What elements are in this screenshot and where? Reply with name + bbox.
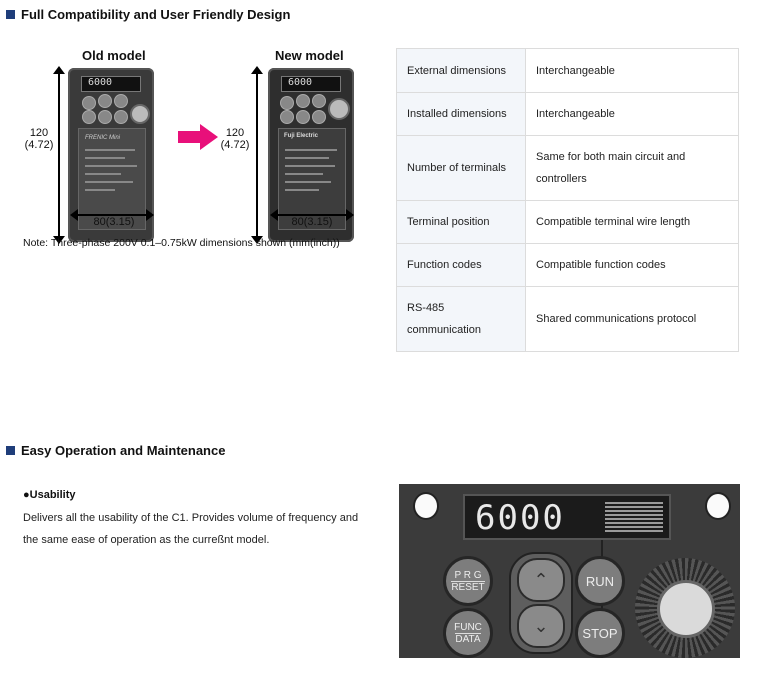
new-device-button (280, 110, 294, 124)
old-device-button (82, 96, 96, 110)
data-key-label: DATA (455, 633, 481, 645)
model-comparison-figure (20, 46, 370, 251)
stop-key-label: STOP (582, 625, 618, 641)
table-key-cell: Terminal position (397, 201, 526, 244)
old-width-dimension: 80(3.15) (93, 216, 135, 228)
old-device-display-value: 6000 (88, 77, 113, 88)
section-bullet-icon (6, 446, 15, 455)
old-device-knob (130, 104, 150, 124)
keypad-panel-image (399, 484, 740, 658)
new-device-button (312, 94, 326, 108)
table-key-cell: Installed dimensions (397, 93, 526, 136)
compatibility-table (396, 48, 739, 352)
new-device-button (312, 110, 326, 124)
section-bullet-icon (6, 10, 15, 19)
new-device-display (281, 76, 341, 92)
table-row (397, 136, 739, 201)
run-key (575, 556, 625, 606)
prg-reset-key (443, 556, 493, 606)
old-height-dimension-line (58, 68, 60, 242)
table-value-cell: Compatible function codes (526, 244, 739, 287)
table-key-cell: Function codes (397, 244, 526, 287)
func-data-key (443, 608, 493, 658)
table-value-cell: Same for both main circuit and controllers (526, 136, 739, 201)
table-key-cell: RS-485 communication (397, 287, 526, 352)
table-row (397, 49, 739, 93)
table-key-cell: External dimensions (397, 49, 526, 93)
frequency-dial-knob (635, 558, 735, 658)
new-device-button (280, 96, 294, 110)
old-device-button (98, 94, 112, 108)
usability-description: Delivers all the usability of the C1. Provides volume of frequency and the same ease of operation as the curreßnt model. (23, 512, 359, 546)
reset-key-label: RESET (451, 581, 485, 593)
old-device-button (114, 110, 128, 124)
table-row (397, 201, 739, 244)
old-device-button (114, 94, 128, 108)
run-key-label: RUN (585, 573, 615, 589)
new-height-value: 120 (225, 127, 245, 139)
table-row (397, 244, 739, 287)
prg-key-label: P R G (454, 569, 482, 581)
new-device-button (296, 94, 310, 108)
section-title-compatibility (6, 7, 290, 22)
old-height-dimension (22, 127, 56, 151)
table-value-cell: Interchangeable (526, 93, 739, 136)
table-value-cell: Interchangeable (526, 49, 739, 93)
old-device-button (98, 110, 112, 124)
new-height-dimension (218, 127, 252, 151)
new-device-knob (328, 98, 350, 120)
up-arrow-icon: ⌃ (517, 558, 565, 602)
table-row (397, 287, 739, 352)
table-row (397, 93, 739, 136)
old-model-label: Old model (82, 48, 146, 63)
old-device-brand: FRENIC Mini (85, 135, 121, 141)
new-device-display-value: 6000 (288, 77, 313, 88)
section-title-operation (6, 443, 225, 458)
old-height-value: 120 (29, 127, 49, 139)
old-device-display (81, 76, 141, 92)
new-device-button (296, 110, 310, 124)
arrow-right-icon (178, 124, 218, 150)
new-width-dimension: 80(3.15) (291, 216, 333, 228)
old-height-inch: (4.72) (24, 139, 54, 151)
mounting-hole (413, 492, 439, 520)
dial-cap (657, 580, 715, 638)
new-device-brand: Fuji Electric (284, 133, 319, 139)
table-value-cell: Shared communications protocol (526, 287, 739, 352)
led-display-value: 6000 (475, 498, 565, 538)
new-height-dimension-line (256, 68, 258, 242)
new-height-inch: (4.72) (220, 139, 250, 151)
down-arrow-icon: ⌄ (517, 604, 565, 648)
table-value-cell: Compatible terminal wire length (526, 201, 739, 244)
display-stripes (605, 502, 663, 532)
func-key-label: FUNC (454, 621, 482, 633)
table-key-cell: Number of terminals (397, 136, 526, 201)
mounting-hole (705, 492, 731, 520)
section-title-text: Full Compatibility and User Friendly Design (21, 7, 291, 22)
new-model-label: New model (275, 48, 344, 63)
up-down-rocker (509, 552, 573, 654)
old-device-button (82, 110, 96, 124)
stop-key (575, 608, 625, 658)
usability-heading: ●Usability (23, 489, 76, 501)
dimension-note: Note: Three-phase 200V 0.1–0.75kW dimensions shown (mm(inch)) (23, 237, 340, 249)
led-display (463, 494, 671, 540)
section-title-text: Easy Operation and Maintenance (21, 443, 226, 458)
